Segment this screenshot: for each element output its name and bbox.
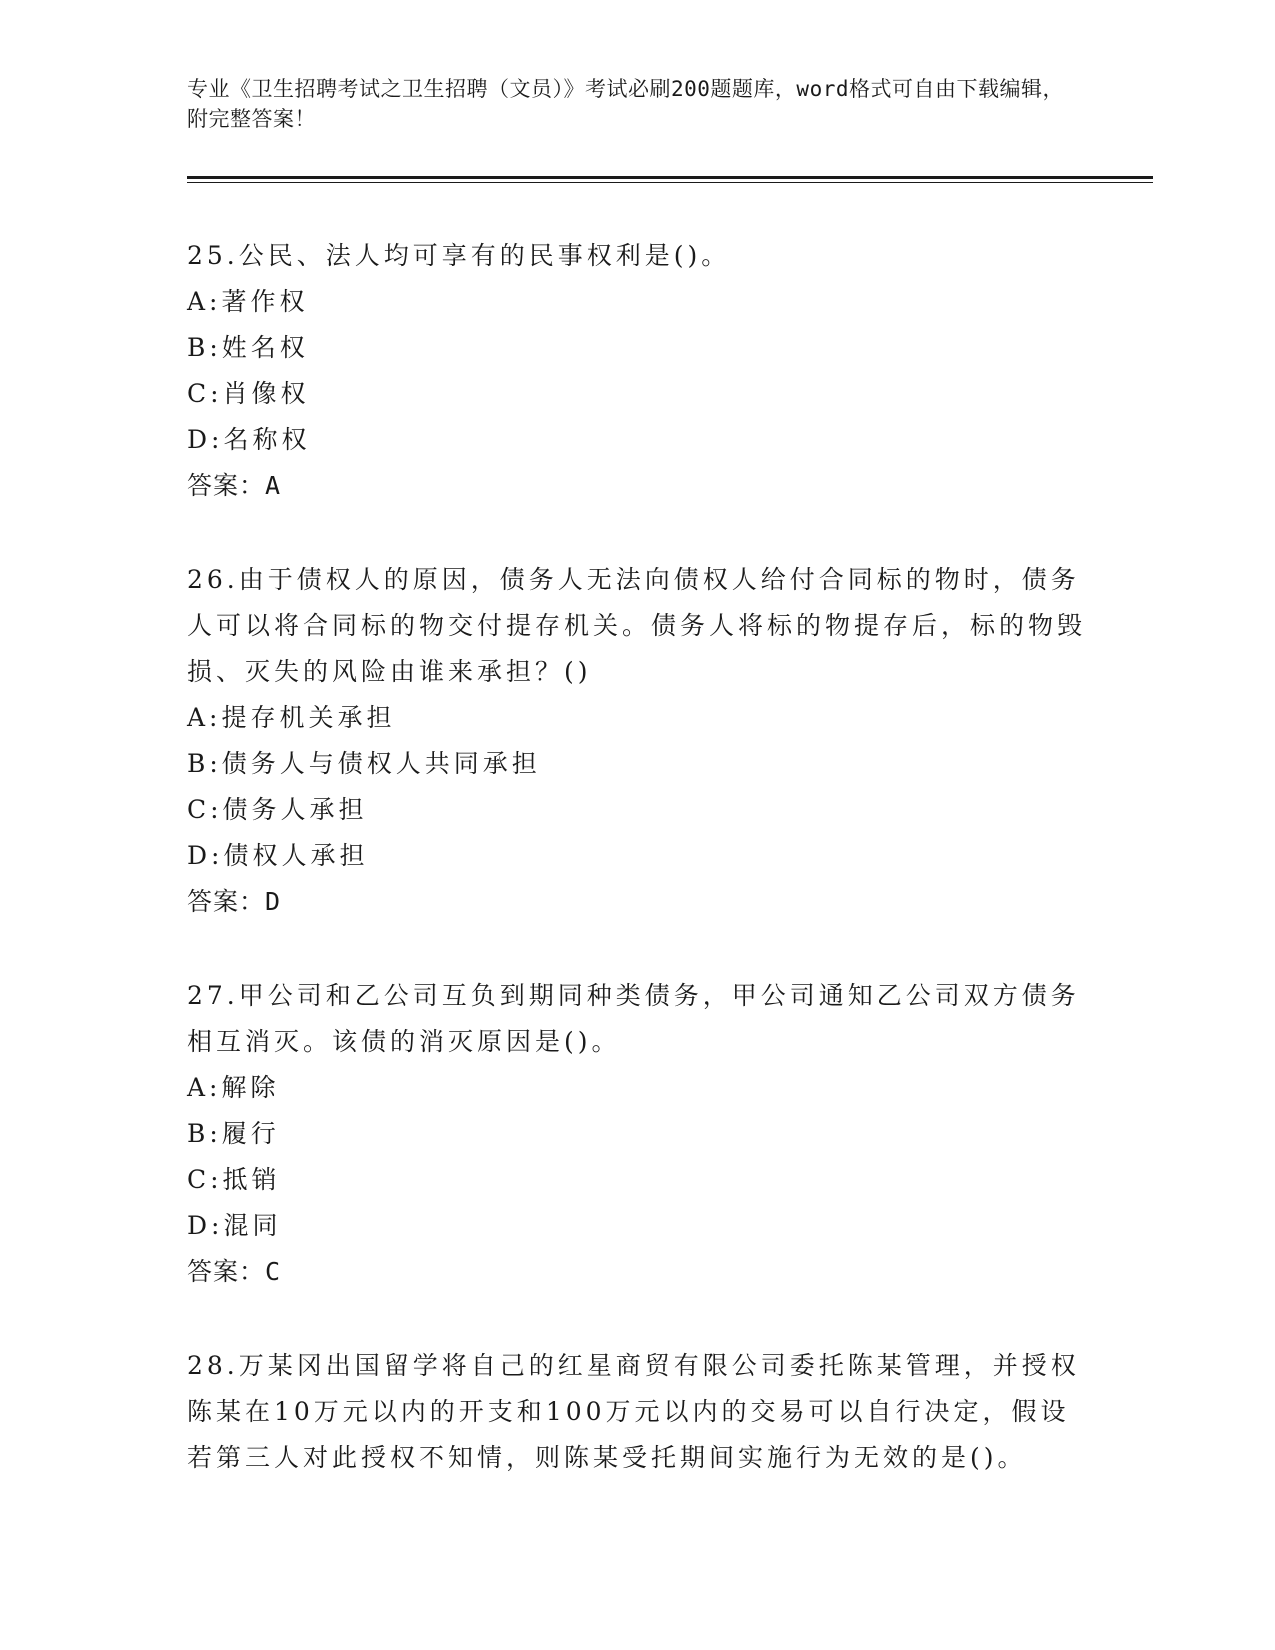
- header-divider-thick: [187, 176, 1153, 179]
- answer-label: 答案：: [187, 887, 266, 916]
- answer-value: C: [265, 1257, 282, 1286]
- option-b: B:姓名权: [187, 333, 309, 362]
- question-28: [187, 1343, 1087, 1481]
- option-b: B:债务人与债权人共同承担: [187, 749, 541, 778]
- question-stem: 26.由于债权人的原因，债务人无法向债权人给付合同标的物时，债务人可以将合同标的物交付提存机关。债务人将标的物提存后，标的物毁损、灭失的风险由谁来承担？(): [187, 565, 1087, 686]
- answer-line: [187, 879, 1087, 925]
- option-c: C:债务人承担: [187, 795, 368, 824]
- option-d: D:混同: [187, 1211, 282, 1240]
- question-list: [187, 233, 1087, 1529]
- option-d: D:债权人承担: [187, 841, 369, 870]
- question-stem: 28.万某冈出国留学将自己的红星商贸有限公司委托陈某管理，并授权陈某在10万元以内的开支和100万元以内的交易可以自行决定，假设若第三人对此授权不知情，则陈某受托期间实施行为无效的是()。: [187, 1351, 1080, 1472]
- answer-value: A: [265, 471, 282, 500]
- question-26: [187, 557, 1087, 925]
- question-stem: 27.甲公司和乙公司互负到期同种类债务，甲公司通知乙公司双方债务相互消灭。该债的消灭原因是()。: [187, 981, 1080, 1056]
- answer-label: 答案：: [187, 471, 266, 500]
- header-text: 专业《卫生招聘考试之卫生招聘（文员）》考试必刷200题题库，word格式可自由下载编辑，附完整答案！: [187, 77, 1064, 131]
- header-divider-thin: [187, 182, 1153, 183]
- answer-label: 答案：: [187, 1257, 266, 1286]
- option-c: C:抵销: [187, 1165, 281, 1194]
- option-a: A:解除: [187, 1073, 280, 1102]
- question-27: [187, 973, 1087, 1295]
- answer-value: D: [265, 887, 282, 916]
- question-25: [187, 233, 1087, 509]
- answer-line: [187, 463, 1087, 509]
- option-d: D:名称权: [187, 425, 311, 454]
- option-b: B:履行: [187, 1119, 280, 1148]
- option-a: A:提存机关承担: [187, 703, 396, 732]
- option-c: C:肖像权: [187, 379, 310, 408]
- answer-line: [187, 1249, 1087, 1295]
- question-stem: 25.公民、法人均可享有的民事权利是()。: [187, 241, 731, 270]
- option-a: A:著作权: [187, 287, 309, 316]
- document-header: [187, 74, 1067, 134]
